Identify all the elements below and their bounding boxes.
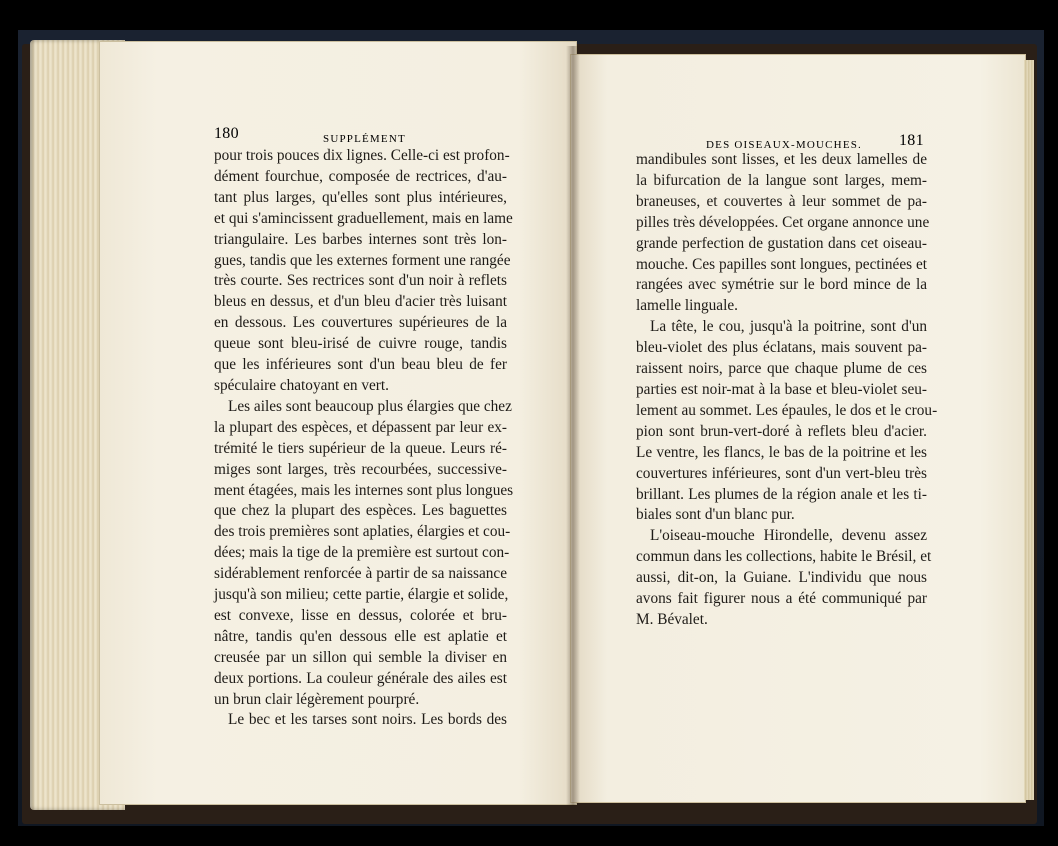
text-line: sidérablement renforcée à partir de sa naissance (214, 565, 507, 583)
text-line: dément fourchue, composée de rectrices, d'au- (214, 167, 507, 185)
text-line: creusée par un sillon qui semble la diviser en (214, 648, 507, 666)
right-page-edges (1024, 60, 1034, 800)
left-running-title-text: SUPPLÉMENT (323, 133, 406, 145)
text-line: la plupart des espèces, et dépassent par leur ex- (214, 418, 507, 436)
text-line: en dessous. Les couvertures supérieures de la (214, 314, 507, 332)
text-line: couvertures inférieures, sont d'un vert-bleu très (636, 464, 927, 482)
text-line: lamelle linguale. (636, 297, 738, 315)
text-line: pilles très développées. Cet organe annonce une (636, 213, 930, 231)
text-line: jusqu'à son milieu; cette partie, élargie et solide, (214, 586, 509, 604)
text-line: bleus en dessus, et d'un bleu d'acier très luisant (214, 293, 507, 311)
text-line: biales sont d'un blanc pur. (636, 506, 795, 524)
text-line: aussi, dit-on, la Guiane. L'individu que nous (636, 569, 927, 587)
text-line: raissent noirs, parce que chaque plume de ces (636, 360, 927, 378)
book-gutter (566, 46, 580, 806)
text-line: pion sont brun-vert-doré à reflets bleu d'acier. (636, 422, 927, 440)
text-line: rangées avec symétrie sur le bord mince de la (636, 276, 927, 294)
left-running-title (323, 130, 406, 147)
text-line: braneuses, et couvertes à leur sommet de pa- (636, 192, 927, 210)
left-page-number: 180 (214, 125, 239, 142)
text-line: que les inférieures sont d'un beau bleu de fer (214, 356, 507, 374)
text-line: mouche. Ces papilles sont longues, pectinées et (636, 255, 927, 273)
text-line: triangulaire. Les barbes internes sont très lon- (214, 230, 507, 248)
text-line: la bifurcation de la langue sont larges, mem- (636, 171, 927, 189)
text-line: Les ailes sont beaucoup plus élargies que chez (228, 397, 512, 415)
text-line: est convexe, lisse en dessus, colorée et bru- (214, 606, 507, 624)
text-line: un brun clair légèrement pourpré. (214, 690, 420, 708)
text-line: bleu-violet des plus éclatans, mais souvent pa- (636, 339, 927, 357)
text-line: mandibules sont lisses, et les deux lamelles de (636, 151, 927, 168)
text-line: tant plus larges, qu'elles sont plus intérieures, (214, 188, 507, 206)
text-line: nâtre, tandis qu'en dessous elle est aplatie et (214, 627, 507, 645)
text-line: brillant. Les plumes de la région anale et les ti- (636, 485, 927, 503)
text-line: lement au sommet. Les épaules, le dos et le crou- (636, 401, 938, 419)
text-line: spéculaire chatoyant en vert. (214, 376, 389, 394)
left-running-head (214, 125, 239, 143)
text-line: dées; mais la tige de la première est surtout con- (214, 544, 510, 562)
right-running-title-text: DES OISEAUX-MOUCHES. (706, 139, 863, 151)
text-line: gues, tandis que les externes forment une rangée (214, 251, 511, 269)
text-line: commun dans les collections, habite le Brésil, et (636, 548, 932, 566)
text-line: La tête, le cou, jusqu'à la poitrine, sont d'un (650, 318, 927, 336)
right-page-number: 181 (899, 132, 924, 149)
text-line: trémité le tiers supérieur de la queue. Leurs ré- (214, 439, 507, 457)
text-line: M. Bévalet. (636, 610, 708, 628)
text-line: queue sont bleu-irisé de cuivre rouge, tandis (214, 335, 507, 353)
text-line: L'oiseau-mouche Hirondelle, devenu assez (650, 527, 927, 545)
text-line: ment étagées, mais les internes sont plus longues (214, 481, 514, 499)
text-line: miges sont larges, très recourbées, successive- (214, 460, 507, 478)
text-line: Le bec et les tarses sont noirs. Les bords des (228, 711, 507, 729)
right-body-text (636, 150, 938, 631)
text-line: pour trois pouces dix lignes. Celle-ci est profon- (214, 147, 510, 164)
text-line: deux portions. La couleur générale des ailes est (214, 669, 507, 687)
text-line: avons fait figurer nous a été communiqué par (636, 590, 927, 608)
text-line: grande perfection de gustation dans cet oiseau- (636, 234, 927, 252)
right-running-head (899, 132, 924, 150)
left-body-text (214, 146, 514, 731)
text-line: très courte. Ses rectrices sont d'un noir à reflets (214, 272, 507, 290)
text-line: Le ventre, les flancs, le bas de la poitrine et les (636, 443, 927, 461)
text-line: que chez la plupart des espèces. Les baguettes (214, 502, 507, 520)
text-line: des trois premières sont aplaties, élargies et cou- (214, 523, 511, 541)
text-line: et qui s'amincissent graduellement, mais en lame (214, 209, 513, 227)
text-line: parties est noir-mat à la base et bleu-violet seu- (636, 380, 927, 398)
